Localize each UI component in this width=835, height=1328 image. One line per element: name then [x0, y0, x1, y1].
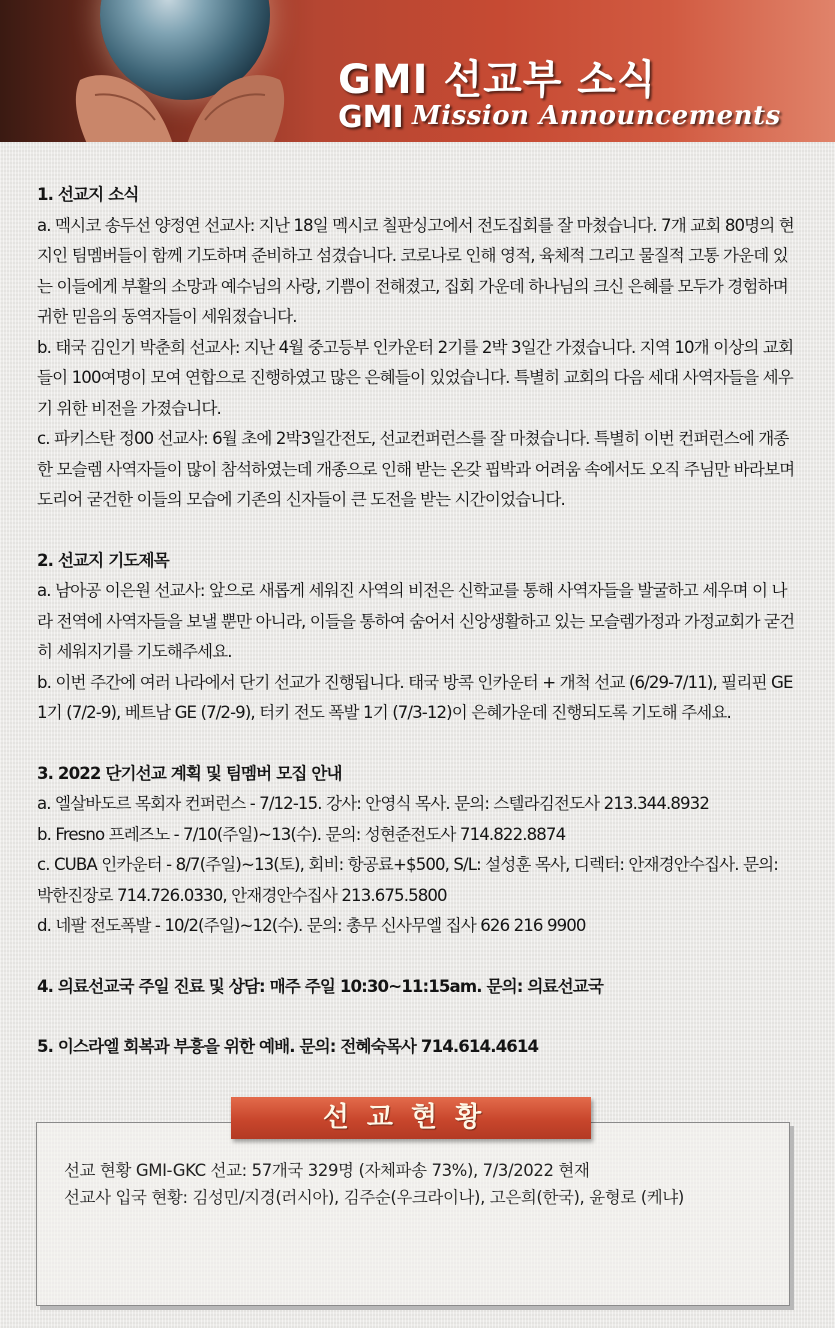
- hands-image: [70, 40, 290, 142]
- section-1-item-a: a. 멕시코 송두선 양정연 선교사: 지난 18일 멕시코 칠판싱고에서 전도집회를 잘 마쳤습니다. 7개 교회 80명의 현지인 팀멤버들이 함께 기도하며 준비하고 섬겼습니다. 코로나로 인해 영적, 육체적 그리고 물질적 고통 가운데 있는 이들에게 부활의 소망과 예수님의 사랑, 기쁨이 전해졌고, 집회 가운데 하나님의 크신 은혜를 모두가 경험하며 귀한 믿음의 동역자들이 세워졌습니다.: [37, 215, 794, 326]
- header-title-english: Mission Announcements: [412, 101, 781, 131]
- mission-status-line-1: 선교 현황 GMI-GKC 선교: 57개국 329명 (자체파송 73%), 7/3/2022 현재: [64, 1161, 590, 1180]
- section-2-item-a: a. 남아공 이은원 선교사: 앞으로 새롭게 세워진 사역의 비전은 신학교를 통해 사역자들을 발굴하고 세우며 이 나라 전역에 사역자들을 보낼 뿐만 아니라, 이들을 통하여 숨어서 신앙생활하고 있는 모슬렘가정과 가정교회가 굳건히 세워지기를 기도해주세요.: [37, 581, 795, 661]
- section-1-item-c: c. 파키스탄 정00 선교사: 6월 초에 2박3일간전도, 선교컨퍼런스를 잘 마쳤습니다. 특별히 이번 컨퍼런스에 개종한 모슬렘 사역자들이 많이 참석하였는데 개종으로 인해 받는 온갖 핍박과 어려움 속에서도 오직 주님만 바라보며 도리어 굳건한 이들의 모습에 기존의 신자들이 큰 도전을 받는 시간이었습니다.: [37, 429, 795, 509]
- section-1-title: 1. 선교지 소식: [37, 185, 139, 204]
- section-4-text: 4. 의료선교국 주일 진료 및 상담: 매주 주일 10:30~11:15am. 문의: 의료선교국: [37, 976, 604, 996]
- header-banner: [0, 0, 835, 142]
- section-3-title: 3. 2022 단기선교 계획 및 팀멤버 모집 안내: [37, 763, 342, 783]
- section-3-item-a: a. 엘살바도르 목회자 컨퍼런스 - 7/12-15. 강사: 안영식 목사. 문의: 스텔라김전도사 213.344.8932: [37, 794, 709, 813]
- section-1-item-b: b. 태국 김인기 박춘희 선교사: 지난 4월 중고등부 인카운터 2기를 2박 3일간 가졌습니다. 지역 10개 이상의 교회들이 100여명이 모여 연합으로 진행하였고 많은 은혜들이 있었습니다. 특별히 교회의 다음 세대 사역자들을 세우기 위한 비전을 가졌습니다.: [37, 337, 794, 418]
- mission-status-text: [64, 1157, 784, 1211]
- section-3-item-c: c. CUBA 인카운터 - 8/7(주일)~13(토), 회비: 항공료+$500, S/L: 설성훈 목사, 디렉터: 안재경안수집사. 문의: 박한진장로 714.726.0330, 안재경안수집사 213.675.5800: [37, 855, 778, 905]
- mission-status-line-2: 선교사 입국 현황: 김성민/지경(러시아), 김주순(우크라이나), 고은희(한국), 윤형로 (케냐): [64, 1188, 684, 1207]
- section-3-item-b: b. Fresno 프레즈노 - 7/10(주일)~13(수). 문의: 성현준전도사 714.822.8874: [37, 824, 566, 844]
- section-5-text: 5. 이스라엘 회복과 부흥을 위한 예배. 문의: 전혜숙목사 714.614.4614: [37, 1037, 539, 1056]
- header-title-korean: GMI 선교부 소식: [338, 57, 657, 103]
- section-3-item-d: d. 네팔 전도폭발 - 10/2(주일)~12(수). 문의: 총무 신사무엘 집사 626 216 9900: [37, 916, 586, 935]
- mission-status-banner: 선교현황: [231, 1097, 591, 1139]
- header-title-gmi: GMI: [338, 100, 404, 135]
- section-2-title: 2. 선교지 기도제목: [37, 550, 169, 570]
- section-2-item-b: b. 이번 주간에 여러 나라에서 단기 선교가 진행됩니다. 태국 방콕 인카운터 + 개척 선교 (6/29-7/11), 필리핀 GE 1기 (7/2-9), 베트남 GE (7/2-9), 터키 전도 폭발 1기 (7/3-12)이 은혜가운데 진행되도록 기도해 주세요.: [37, 672, 793, 722]
- mission-status-box: [36, 1122, 790, 1306]
- announcements-body: [37, 180, 797, 1063]
